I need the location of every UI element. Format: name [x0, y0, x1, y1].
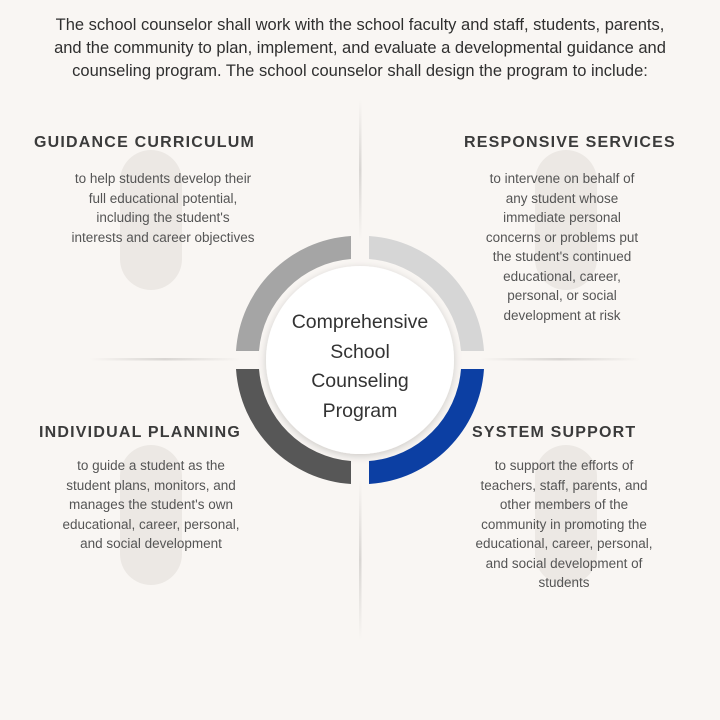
individual-planning-description: to guide a student as the student plans, monitors, and manages the student's own educational, career, personal, and social development [62, 458, 240, 551]
divider-top [359, 100, 362, 240]
center-title-line: Comprehensive [291, 311, 429, 333]
intro-text: The school counselor shall work with the school faculty and staff, students, parents, and the community to plan, implement, and evaluate a developmental guidance and counseling program. The school counselor shall design the program to include: [54, 16, 666, 80]
system-support-description: to support the efforts of teachers, staff, parents, and other members of the community in promoting the educational, career, personal, and social development of students [475, 458, 653, 590]
guidance-curriculum-title: GUIDANCE CURRICULUM [34, 134, 256, 151]
system-support-title: SYSTEM SUPPORT [472, 424, 637, 441]
center-title-line: Program [322, 399, 398, 422]
guidance-curriculum-description: to help students develop their full educational potential, including the student's interests and career objectives [71, 171, 255, 245]
individual-planning-title: INDIVIDUAL PLANNING [39, 424, 242, 441]
center-title-line: School [330, 340, 390, 363]
divider-bottom [359, 480, 362, 640]
responsive-services-title: RESPONSIVE SERVICES [464, 134, 676, 151]
center-title [262, 308, 458, 426]
divider-right [480, 358, 640, 361]
responsive-services-description: to intervene on behalf of any student whose immediate personal concerns or problems put the student's continued educational, career, personal, or social development at risk [485, 171, 639, 323]
divider-left [90, 358, 240, 361]
center-title-line: Counseling [311, 370, 409, 392]
